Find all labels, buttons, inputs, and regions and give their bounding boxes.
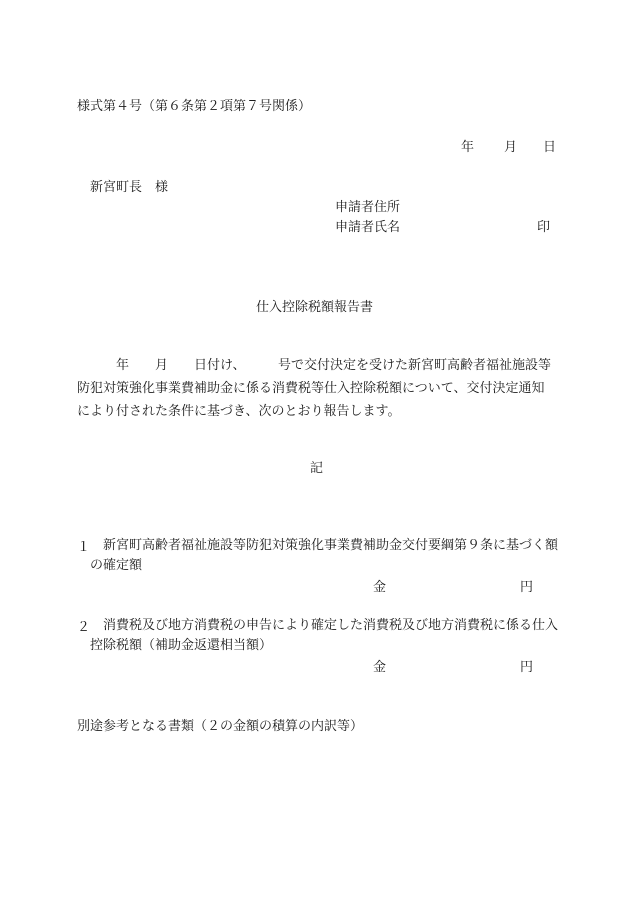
applicant-address-label: 申請者住所 xyxy=(335,200,401,215)
form-label: 様式第４号（第６条第２項第７号関係） xyxy=(77,99,312,114)
applicant-name-label: 申請者氏名 xyxy=(335,220,401,235)
item-2-text: 消費税及び地方消費税の申告により確定した消費税及び地方消費税に係る仕入控除税額（補助金返還相当額） xyxy=(90,618,559,653)
seal-mark: 印 xyxy=(537,220,551,235)
item-1-amount-suffix: 円 xyxy=(520,580,534,595)
ki-heading: 記 xyxy=(310,461,324,476)
item-1-number: １ xyxy=(77,540,91,555)
item-1-amount-prefix: 金 xyxy=(373,580,387,595)
item-2-amount-suffix: 円 xyxy=(520,660,534,675)
date-month-label: 月 xyxy=(504,140,518,155)
date-year-label: 年 xyxy=(461,140,475,155)
document-title: 仕入控除税額報告書 xyxy=(256,300,374,315)
body-paragraph: 年 月 日付け、 号で交付決定を受けた新宮町高齢者福祉施設等防犯対策強化事業費補助金に係る消費税等仕入控除税額について、交付決定通知により付された条件に基づき、次のとおり報告します。 xyxy=(77,358,551,419)
attachment-note: 別途参考となる書類（２の金額の積算の内訳等） xyxy=(77,719,364,734)
addressee: 新宮町長 様 xyxy=(90,180,169,195)
item-2-amount-prefix: 金 xyxy=(373,660,387,675)
item-2-number: ２ xyxy=(77,620,91,635)
date-day-label: 日 xyxy=(543,140,557,155)
item-1-text: 新宮町高齢者福祉施設等防犯対策強化事業費補助金交付要綱第９条に基づく額の確定額 xyxy=(90,538,559,573)
